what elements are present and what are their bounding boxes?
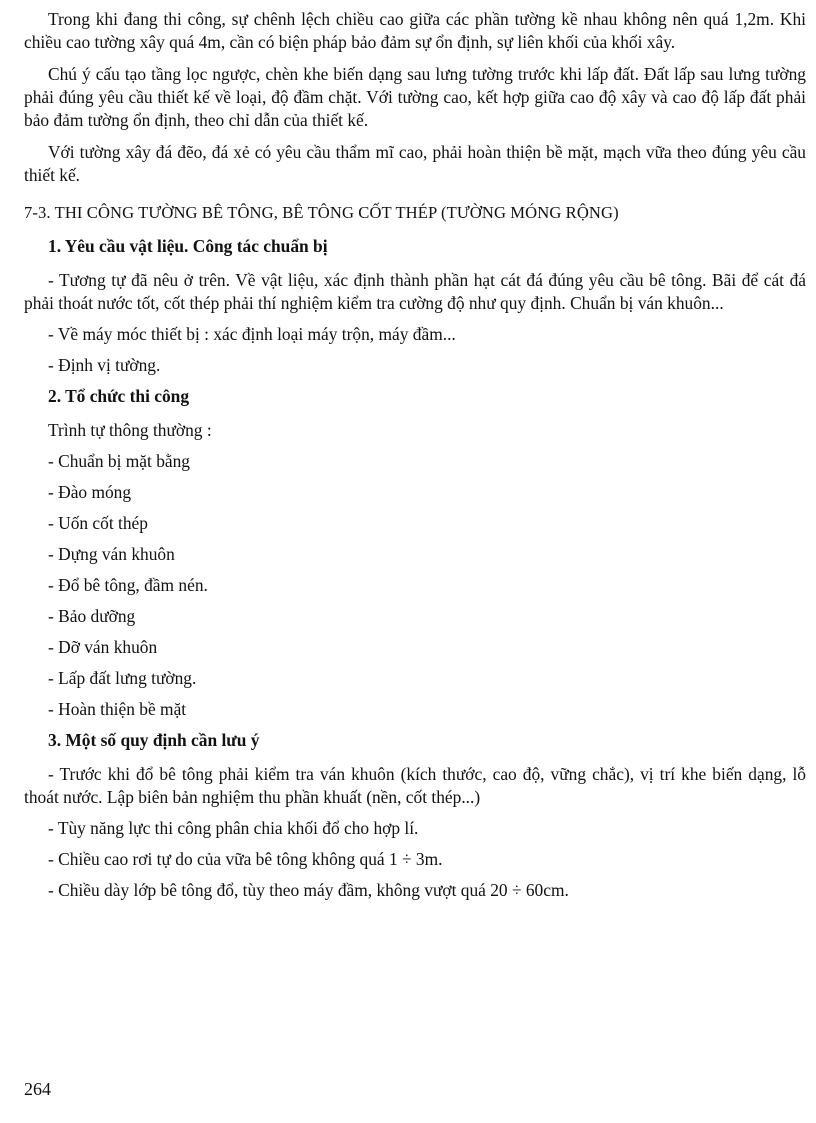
section3-item: - Tùy năng lực thi công phân chia khối đổ cho hợp lí. <box>48 818 419 838</box>
section1-item-positioning: - Định vị tường. <box>48 355 161 375</box>
section2-item: - Uốn cốt thép <box>48 513 148 533</box>
section2-item: - Chuẩn bị mặt bằng <box>48 451 190 471</box>
document-page <box>24 8 806 910</box>
section-heading: 7-3. THI CÔNG TƯỜNG BÊ TÔNG, BÊ TÔNG CỐT THÉP (TƯỜNG MÓNG RỘNG) <box>24 203 619 222</box>
section3-title: 3. Một số quy định cần lưu ý <box>48 730 260 750</box>
section3-item: - Chiều cao rơi tự do của vữa bê tông không quá 1 ÷ 3m. <box>48 849 443 869</box>
page-number: 264 <box>24 1079 51 1099</box>
intro-paragraph-2: Chú ý cấu tạo tầng lọc ngược, chèn khe biến dạng sau lưng tường trước khi lấp đất. Đất lấp sau lưng tường phải đúng yêu cầu thiết kế về loại, độ đầm chặt. Với tường cao, kết hợp giữa cao độ xây và cao độ lấp đất phải bảo đảm tường ổn định, theo chỉ dẫn của thiết kế. <box>24 64 806 130</box>
section3-item: - Chiều dày lớp bê tông đổ, tùy theo máy đầm, không vượt quá 20 ÷ 60cm. <box>48 880 569 900</box>
section2-item: - Đào móng <box>48 482 132 502</box>
section2-item: - Lấp đất lưng tường. <box>48 668 197 688</box>
section1-title: 1. Yêu cầu vật liệu. Công tác chuẩn bị <box>48 236 328 256</box>
intro-paragraph-1: Trong khi đang thi công, sự chênh lệch chiều cao giữa các phần tường kề nhau không nên quá 1,2m. Khi chiều cao tường xây quá 4m, cần có biện pháp bảo đảm sự ổn định, sự liên khối của khối xây. <box>24 9 806 52</box>
section1-paragraph: - Tương tự đã nêu ở trên. Về vật liệu, xác định thành phần hạt cát đá đúng yêu cầu bê tông. Bãi để cát đá phải thoát nước tốt, cốt thép phải thí nghiệm kiểm tra cường độ như quy định. Chuẩn bị ván khuôn... <box>24 270 806 313</box>
section2-item: - Đổ bê tông, đầm nén. <box>48 575 208 595</box>
intro-paragraph-3: Với tường xây đá đẽo, đá xẻ có yêu cầu thẩm mĩ cao, phải hoàn thiện bề mặt, mạch vữa theo đúng yêu cầu thiết kế. <box>24 142 806 185</box>
section2-intro: Trình tự thông thường : <box>48 420 212 440</box>
section2-title: 2. Tổ chức thi công <box>48 386 190 406</box>
section2-item: - Dựng ván khuôn <box>48 544 175 564</box>
section3-paragraph: - Trước khi đổ bê tông phải kiểm tra ván khuôn (kích thước, cao độ, vững chắc), vị trí khe biến dạng, lỗ thoát nước. Lập biên bản nghiệm thu phần khuất (nền, cốt thép...) <box>24 764 806 807</box>
section2-item: - Bảo dưỡng <box>48 606 136 626</box>
section2-item: - Hoàn thiện bề mặt <box>48 699 187 719</box>
section1-item-equipment: - Về máy móc thiết bị : xác định loại máy trộn, máy đầm... <box>48 324 456 344</box>
section2-item: - Dỡ ván khuôn <box>48 637 158 657</box>
